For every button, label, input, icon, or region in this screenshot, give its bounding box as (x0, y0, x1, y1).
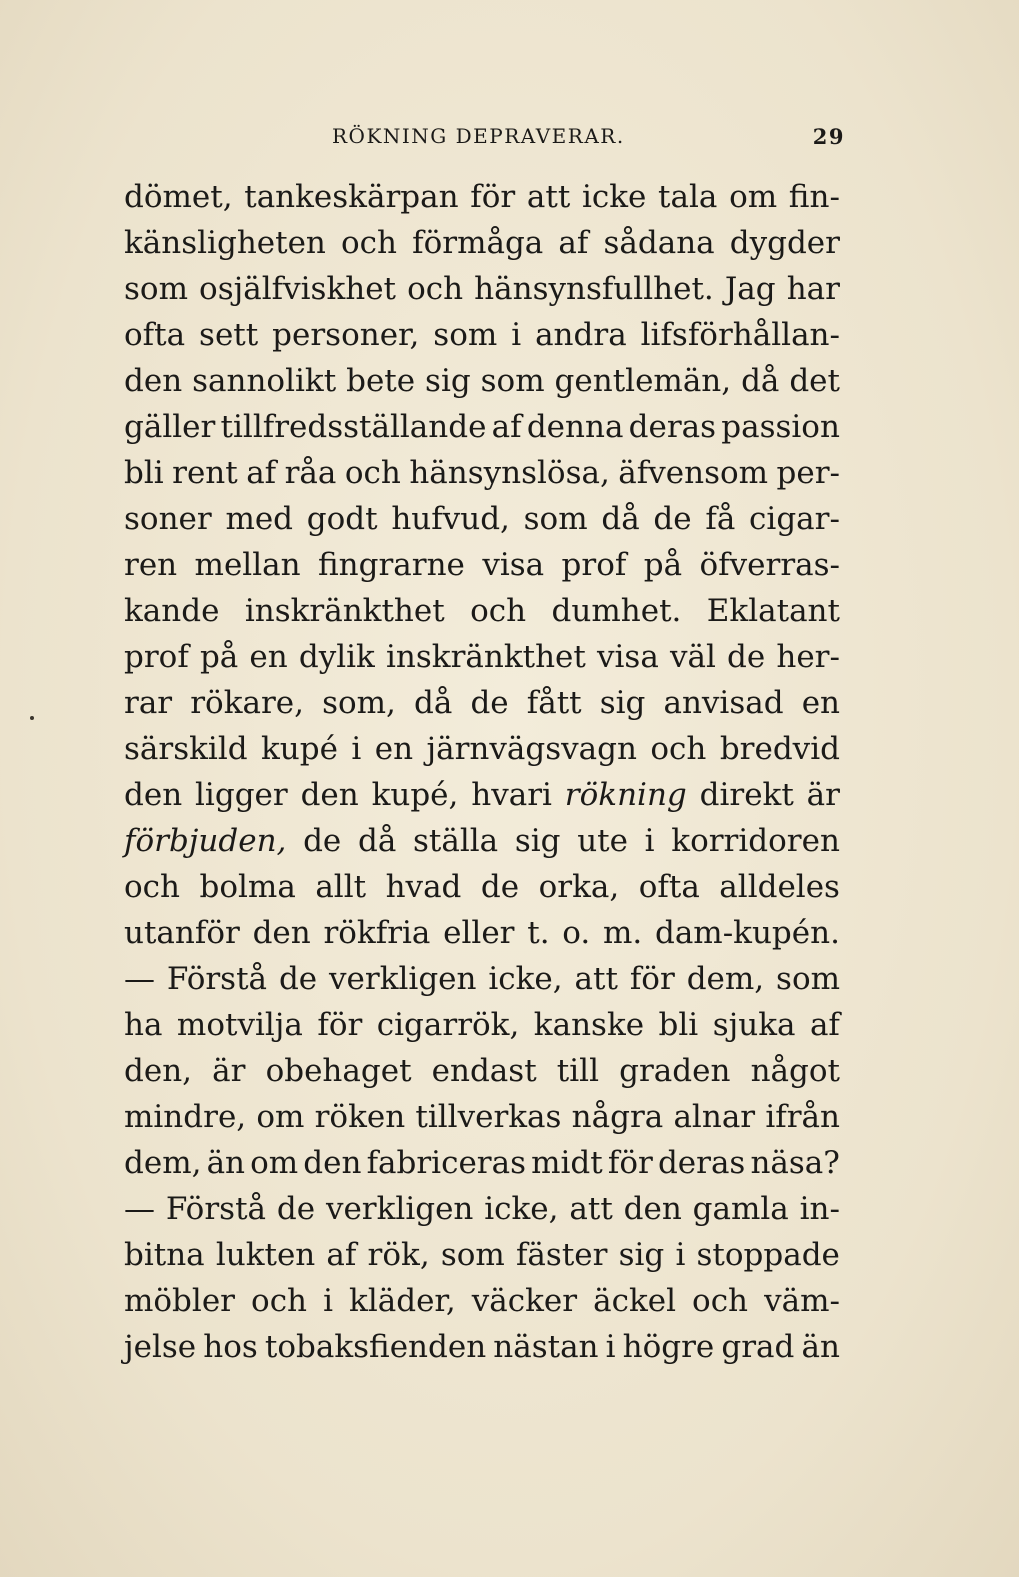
word: i (644, 823, 655, 859)
word: det (789, 363, 840, 399)
word: verkligen (329, 961, 477, 997)
word: på (199, 639, 239, 675)
word: utanför (124, 915, 240, 951)
text-line (124, 726, 840, 772)
word: visa (482, 547, 545, 583)
text-line (124, 1002, 840, 1048)
word: möbler (124, 1283, 235, 1319)
word: äckel (593, 1283, 676, 1319)
word: cigar- (749, 501, 840, 537)
word: än (801, 1329, 840, 1365)
word: väm- (764, 1283, 840, 1319)
text-line (124, 680, 840, 726)
word: på (643, 547, 683, 583)
word: midt (531, 1145, 603, 1181)
word: förbjuden, (124, 823, 287, 859)
word: de (278, 961, 318, 997)
word: obehaget (265, 1053, 412, 1089)
word: sett (199, 317, 259, 353)
text-line (124, 818, 840, 864)
word: bredvid (719, 731, 840, 767)
word: att (526, 179, 571, 215)
word: af (809, 1007, 840, 1043)
text-line (124, 1094, 840, 1140)
word: osjälfviskhet (199, 271, 396, 307)
word: tobaksfienden (264, 1329, 487, 1365)
word: för (317, 1007, 363, 1043)
word: kupé (261, 731, 338, 767)
word: en (249, 639, 288, 675)
word: om (250, 1145, 299, 1181)
word: lifsförhållan- (640, 317, 840, 353)
word: Förstå (165, 1191, 267, 1227)
word: tankeskärpan (244, 179, 459, 215)
word: de (276, 1191, 316, 1227)
word: hänsynslösa, (409, 455, 610, 491)
word: om (729, 179, 778, 215)
word: sig (618, 1237, 665, 1273)
word: bitna (124, 1237, 205, 1273)
word: lukten (215, 1237, 316, 1273)
word: prof (124, 639, 189, 675)
word: näsa? (750, 1145, 840, 1181)
text-line (124, 450, 840, 496)
word: i (351, 731, 362, 767)
word: personer, (272, 317, 420, 353)
word: godt (306, 501, 378, 537)
text-line (124, 496, 840, 542)
word: som (776, 961, 840, 997)
word: röken (314, 1099, 406, 1135)
word: icke (581, 179, 647, 215)
word: fingrarne (317, 547, 465, 583)
body-text (124, 174, 840, 1370)
word: dygder (729, 225, 840, 261)
word: i (323, 1283, 333, 1319)
word: gentlemän, (554, 363, 732, 399)
word: per- (776, 455, 840, 491)
running-title: RÖKNING DEPRAVERAR. (332, 124, 625, 148)
word: har (786, 271, 840, 307)
word: mellan (194, 547, 301, 583)
word: eller (443, 915, 515, 951)
word: äfvensom (618, 455, 769, 491)
word: hänsynsfullhet. (474, 271, 714, 307)
word: rar (124, 685, 173, 721)
text-line (124, 588, 840, 634)
text-line (124, 910, 840, 956)
word: Jag (724, 271, 776, 307)
word: något (750, 1053, 840, 1089)
word: som (433, 317, 498, 353)
text-line (124, 542, 840, 588)
print-speck (30, 716, 34, 720)
text-line (124, 1048, 840, 1094)
text-line (124, 1186, 840, 1232)
word: för (607, 1145, 653, 1181)
word: passion (721, 409, 840, 445)
text-line (124, 1232, 840, 1278)
word: graden (619, 1053, 731, 1089)
word: af (246, 455, 277, 491)
word: är (212, 1053, 246, 1089)
word: sig (425, 363, 471, 399)
word: ren (124, 547, 178, 583)
word: känsligheten (124, 225, 326, 261)
word: om (256, 1099, 305, 1135)
word: direkt (699, 777, 794, 813)
word: hufvud, (391, 501, 510, 537)
word: tillverkas (415, 1099, 562, 1135)
word: t. (527, 915, 550, 951)
text-line (124, 404, 840, 450)
word: rök, (367, 1237, 430, 1273)
word: deras (657, 1145, 746, 1181)
word: dem, (124, 1145, 202, 1181)
word: öfverras- (699, 547, 840, 583)
word: fått (526, 685, 582, 721)
word: förmåga (412, 225, 544, 261)
word: rent (172, 455, 238, 491)
word: då (357, 823, 397, 859)
word: fäster (515, 1237, 608, 1273)
word: icke, (484, 1191, 559, 1227)
word: hvad (385, 869, 462, 905)
word: att (569, 1191, 613, 1227)
word: soner (124, 501, 212, 537)
word: alldeles (719, 869, 840, 905)
word: rökning (564, 777, 687, 813)
word: till (556, 1053, 599, 1089)
word: som (440, 1237, 505, 1273)
word: nästan (493, 1329, 599, 1365)
text-line (124, 1278, 840, 1324)
word: i (605, 1329, 616, 1365)
word: de (480, 869, 520, 905)
text-line (124, 220, 840, 266)
word: bolma (199, 869, 296, 905)
word: för (470, 179, 516, 215)
word: inskränkthet (244, 593, 445, 629)
text-line (124, 864, 840, 910)
word: råa (284, 455, 337, 491)
word: att (574, 961, 618, 997)
word: de (470, 685, 509, 721)
word: — (124, 961, 155, 997)
word: högre (622, 1329, 715, 1365)
word: med (225, 501, 294, 537)
word: några (571, 1099, 664, 1135)
word: som (124, 271, 188, 307)
word: prof (561, 547, 627, 583)
word: allt (315, 869, 367, 905)
word: de (727, 639, 766, 675)
word: denna (526, 409, 624, 445)
word: de (303, 823, 342, 859)
text-line (124, 1140, 840, 1186)
word: de (653, 501, 692, 537)
word: och (344, 455, 401, 491)
word: endast (431, 1053, 537, 1089)
text-line (124, 266, 840, 312)
word: och (407, 271, 464, 307)
word: dam-kupén. (654, 915, 840, 951)
word: her- (776, 639, 840, 675)
word: kanske (533, 1007, 645, 1043)
word: för (629, 961, 675, 997)
word: deras (628, 409, 717, 445)
word: väl (669, 639, 716, 675)
word: hos (203, 1329, 258, 1365)
text-line (124, 174, 840, 220)
word: kläder, (349, 1283, 456, 1319)
word: och (124, 869, 180, 905)
text-line (124, 634, 840, 680)
word: sådana (603, 225, 715, 261)
word: tala (658, 179, 718, 215)
word: anvisad (663, 685, 784, 721)
word: mindre, (124, 1099, 247, 1135)
word: grad (721, 1329, 795, 1365)
word: korridoren (671, 823, 840, 859)
text-line (124, 956, 840, 1002)
word: Förstå (166, 961, 268, 997)
word: bli (658, 1007, 699, 1043)
word: gäller (124, 409, 216, 445)
word: än (206, 1145, 246, 1181)
word: sjuka (712, 1007, 796, 1043)
text-line (124, 358, 840, 404)
word: gamla (692, 1191, 789, 1227)
word: den (303, 1145, 362, 1181)
word: kande (124, 593, 220, 629)
word: dömet, (124, 179, 233, 215)
word: ofta (638, 869, 700, 905)
word: inskränkthet (386, 639, 586, 675)
word: är (806, 777, 840, 813)
word: kupé, (371, 777, 459, 813)
word: icke, (488, 961, 563, 997)
word: jelse (124, 1329, 197, 1365)
word: en (374, 731, 414, 767)
word: rökfria (323, 915, 431, 951)
word: en (801, 685, 840, 721)
word: orka, (538, 869, 620, 905)
word: som, (322, 685, 396, 721)
word: sig (514, 823, 561, 859)
word: och (341, 225, 398, 261)
word: i (675, 1237, 686, 1273)
word: af (491, 409, 522, 445)
word: bete (346, 363, 416, 399)
text-line (124, 312, 840, 358)
word: fabriceras (366, 1145, 527, 1181)
word: ifrån (765, 1099, 840, 1135)
word: få (705, 501, 736, 537)
word: stoppade (696, 1237, 840, 1273)
word: den (623, 1191, 682, 1227)
word: motvilja (176, 1007, 303, 1043)
word: och (650, 731, 707, 767)
word: särskild (124, 731, 248, 767)
word: ha (124, 1007, 163, 1043)
word: sannolikt (192, 363, 337, 399)
word: ligger (195, 777, 288, 813)
running-head (124, 124, 845, 154)
word: och (470, 593, 527, 629)
word: visa (597, 639, 659, 675)
word: hvari (471, 777, 552, 813)
text-line (124, 772, 840, 818)
word: dumhet. (551, 593, 682, 629)
word: då (414, 685, 453, 721)
word: den, (124, 1053, 193, 1089)
word: andra (535, 317, 627, 353)
word: den (124, 777, 183, 813)
word: ställa (412, 823, 499, 859)
word: — (124, 1191, 155, 1227)
word: i (511, 317, 522, 353)
word: af (326, 1237, 357, 1273)
word: den (252, 915, 311, 951)
word: tillfredsställande (220, 409, 487, 445)
word: som (480, 363, 545, 399)
text-line (124, 1324, 840, 1370)
word: då (741, 363, 780, 399)
word: verkligen (325, 1191, 474, 1227)
word: den (124, 363, 183, 399)
word: dem, (686, 961, 765, 997)
word: m. (603, 915, 643, 951)
word: af (558, 225, 589, 261)
word: och (251, 1283, 308, 1319)
word: rökare, (190, 685, 304, 721)
word: cigarrök, (376, 1007, 520, 1043)
word: in- (799, 1191, 840, 1227)
word: sig (599, 685, 646, 721)
word: fin- (788, 179, 840, 215)
word: alnar (673, 1099, 756, 1135)
word: den (300, 777, 359, 813)
word: då (601, 501, 640, 537)
word: som (523, 501, 588, 537)
word: Eklatant (706, 593, 840, 629)
word: järnvägsvagn (426, 731, 637, 767)
page-number: 29 (812, 124, 845, 149)
word: bli (124, 455, 164, 491)
word: och (692, 1283, 749, 1319)
word: dylik (298, 639, 375, 675)
word: väcker (471, 1283, 578, 1319)
word: ofta (124, 317, 186, 353)
word: o. (562, 915, 591, 951)
word: ute (577, 823, 628, 859)
